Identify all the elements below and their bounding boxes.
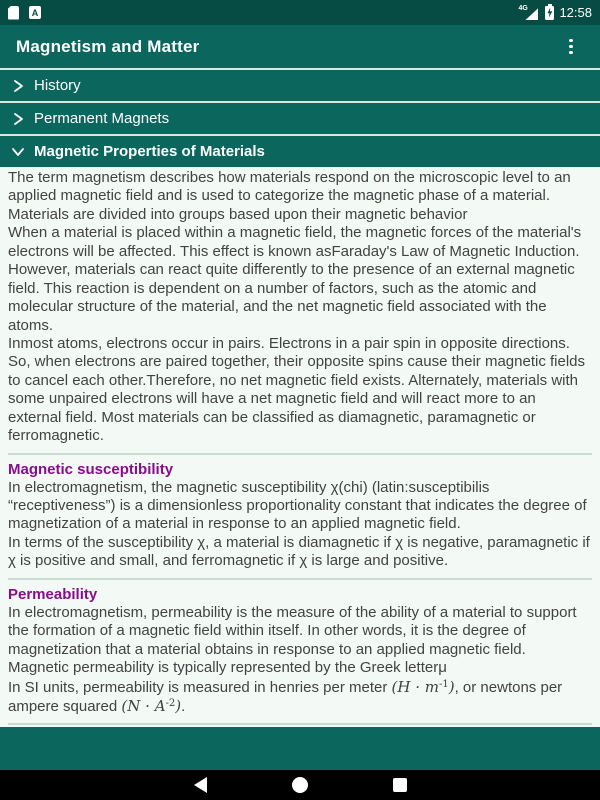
- battery-charging-icon: [545, 6, 554, 20]
- home-button[interactable]: [280, 770, 320, 800]
- content-footer-strip: [0, 727, 600, 770]
- chevron-down-icon: [10, 144, 26, 160]
- status-bar-notifications: [8, 6, 41, 20]
- home-icon: [292, 777, 308, 793]
- page-title: Magnetism and Matter: [16, 36, 200, 56]
- chevron-right-icon: [10, 78, 26, 94]
- back-button[interactable]: [180, 770, 220, 800]
- formula-henries-per-meter: $(H \cdot m^{-1})$: [391, 677, 455, 696]
- battery-bolt: [547, 8, 553, 18]
- section-title: Permeability: [8, 585, 98, 603]
- section-permeability: [8, 578, 592, 717]
- status-bar-system-icons: [518, 5, 592, 20]
- app-a-notification-icon: A: [29, 6, 41, 19]
- back-icon: [194, 777, 207, 793]
- paragraph: In terms of the susceptibility χ, a material is diamagnetic if χ is negative, paramagnetic if χ is positive and small, and ferromagnetic if χ is large and positive.: [8, 533, 590, 570]
- section-title: Magnetic susceptibility: [8, 460, 174, 478]
- accordion-item-history[interactable]: [0, 68, 600, 101]
- accordion-label: Magnetic Properties of Materials: [34, 143, 265, 160]
- paragraph: In electromagnetism, the magnetic susceptibility χ(chi) (latin:susceptibilis “receptiveness”) is a dimensionless proportionality constant that indicates the degree of magnetization of a material in response to an applied magnetic field.: [8, 478, 587, 533]
- accordion-item-magnetic-properties[interactable]: [0, 134, 600, 167]
- formula-paragraph: In SI units, permeability is measured in henries per meter $(H \cdot m^{-1})$, or newtons per ampere squared $(N \cdot A^{-2})$.: [8, 677, 563, 715]
- clock: 12:58: [559, 5, 592, 20]
- paragraph: Magnetic permeability is typically represented by the Greek letterμ: [8, 659, 447, 677]
- navigation-bar: [0, 770, 600, 800]
- accordion-label: Permanent Magnets: [34, 110, 170, 127]
- recents-button[interactable]: [380, 770, 420, 800]
- paragraph: When a material is placed within a magnetic field, the magnetic forces of the material's electrons will be affected. This effect is known asFaraday's Law of Magnetic Induction. However, materials can react quite differently to the presence of an external magnetic field. This reaction is dependent on a number of factors, such as the atomic and molecular structure of the material, and the net magnetic field associated with the atoms.: [8, 224, 582, 334]
- paragraph: The term magnetism describes how materials respond on the microscopic level to an applied magnetic field and is used to categorize the magnetic phase of a material.: [8, 169, 571, 205]
- chevron-right-icon: [10, 111, 26, 127]
- signal-icon: [518, 5, 538, 20]
- paragraph: In electromagnetism, permeability is the measure of the ability of a material to support the formation of a magnetic field within itself. In other words, it is the degree of magnetization that a material obtains in response to an applied magnetic field.: [8, 603, 577, 658]
- section-magnetic-susceptibility: [8, 453, 592, 571]
- formula-newtons-per-ampere: $(N \cdot A^{-2})$: [121, 696, 182, 715]
- overflow-menu-icon: [569, 39, 573, 43]
- status-bar[interactable]: [0, 0, 600, 25]
- paragraph: Materials are divided into groups based upon their magnetic behavior: [8, 205, 468, 223]
- paragraph: Inmost atoms, electrons occur in pairs. Electrons in a pair spin in opposite directions. So, when electrons are paired together, their opposite spins cause their magnetic fields to cancel each other.Therefore, no net magnetic field exists. Alternately, materials with some unpaired electrons will have a net magnetic field and will react more to an external field. Most materials can be classified as diamagnetic, paramagnetic or ferromagnetic.: [8, 334, 586, 445]
- content-scroll-area[interactable]: [0, 167, 600, 727]
- app-bar: [0, 25, 600, 68]
- recents-icon: [393, 778, 407, 792]
- overflow-menu-button[interactable]: [558, 32, 584, 62]
- document-notification-icon: [8, 6, 19, 20]
- intro-block: [8, 169, 592, 446]
- signal-type-label: 4G: [518, 5, 528, 12]
- accordion-label: History: [34, 77, 81, 94]
- accordion-item-permanent-magnets[interactable]: [0, 101, 600, 134]
